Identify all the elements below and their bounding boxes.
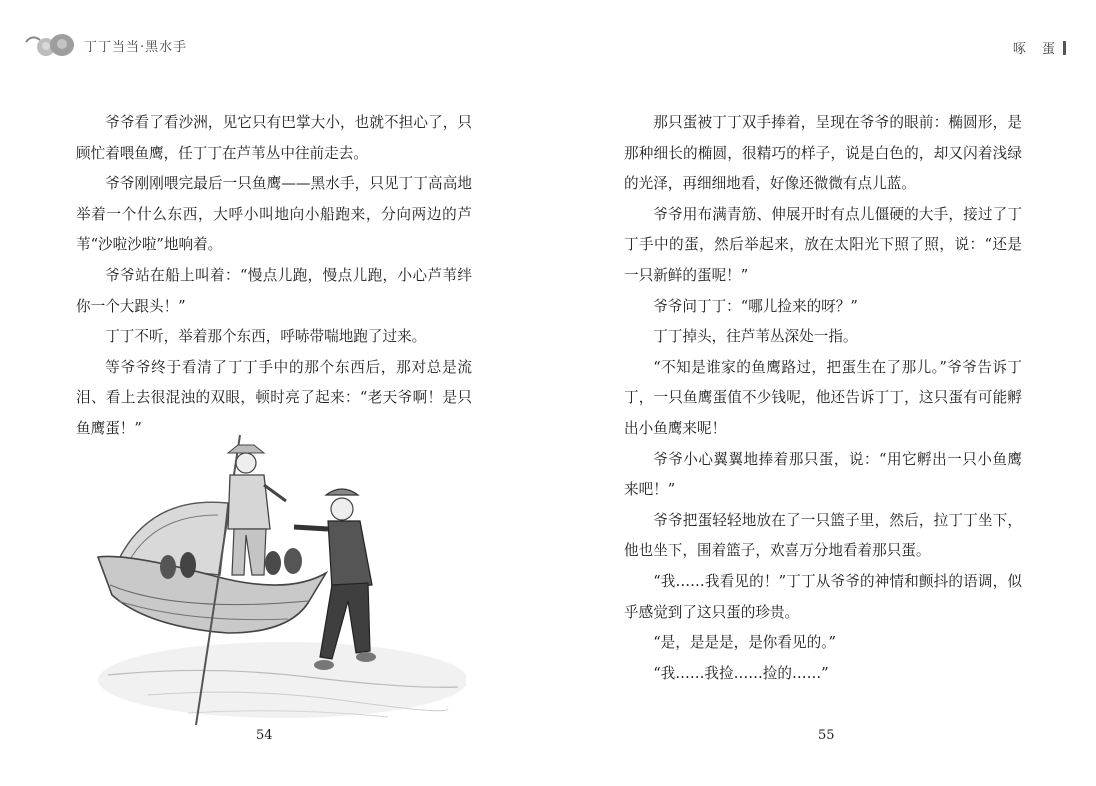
paragraph: 爷爷小心翼翼地捧着那只蛋，说：“用它孵出一只小鱼鹰来吧！” (624, 450, 1022, 499)
paragraph: 那只蛋被丁丁双手捧着，呈现在爷爷的眼前：椭圆形，是那种细长的椭圆，很精巧的样子，说是白色的，却又闪着浅绿的光泽，再细细地看，好像还微微有点儿蓝。 (624, 114, 1022, 193)
page-number-right: 55 (818, 728, 835, 743)
paragraph: “我……我看见的！”丁丁从爷爷的神情和颤抖的语调，似乎感觉到了这只蛋的珍贵。 (624, 572, 1022, 621)
paragraph: 爷爷刚刚喂完最后一只鱼鹰——黑水手，只见丁丁高高地举着一个什么东西，大呼小叫地向小船跑来，分向两边的芦苇“沙啦沙啦”地响着。 (76, 175, 472, 254)
series-title: 丁丁当当·黑水手 (84, 39, 188, 55)
paragraph: 丁丁掉头，往芦苇丛深处一指。 (653, 328, 858, 346)
paragraph: 等爷爷终于看清了丁丁手中的那个东西后，那对总是流泪、看上去很混浊的双眼，顿时亮了起来：“老天爷啊！是只鱼鹰蛋！” (76, 358, 472, 437)
header-bar-marker (1063, 41, 1066, 55)
page-number-left: 54 (256, 728, 273, 743)
boat-illustration (88, 425, 466, 725)
paragraph: “我……我捡……捡的……” (653, 664, 829, 682)
paragraph: 爷爷站在船上叫着：“慢点儿跑，慢点儿跑，小心芦苇绊你一个大跟头！” (76, 266, 472, 315)
chapter-title: 啄 蛋 (1012, 42, 1061, 57)
paragraph: 爷爷把蛋轻轻地放在了一只篮子里，然后，拉丁丁坐下，他也坐下，围着篮子，欢喜万分地看着那只蛋。 (624, 511, 1022, 560)
left-page-text (76, 108, 472, 445)
series-header (24, 30, 187, 60)
right-page-text (624, 108, 1022, 689)
chapter-header (1013, 38, 1066, 57)
paragraph: 爷爷看了看沙洲，见它只有巴掌大小，也就不担心了，只顾忙着喂鱼鹰，任丁丁在芦苇丛中往前走去。 (76, 114, 472, 162)
paragraph: “不知是谁家的鱼鹰路过，把蛋生在了那儿。”爷爷告诉丁丁，一只鱼鹰蛋值不少钱呢，他还告诉丁丁，这只蛋有可能孵出小鱼鹰来呢！ (624, 358, 1022, 437)
paragraph: 爷爷问丁丁：“哪儿捡来的呀？” (653, 297, 858, 315)
paragraph: “是，是是是，是你看见的。” (653, 634, 836, 652)
paragraph: 丁丁不听，举着那个东西，呼哧带喘地跑了过来。 (105, 328, 427, 346)
paragraph: 爷爷用布满青筋、伸展开时有点儿僵硬的大手，接过了丁丁手中的蛋，然后举起来，放在太阳光下照了照，说：“还是一只新鲜的蛋呢！” (624, 205, 1022, 284)
gourd-logo-icon (24, 30, 80, 60)
